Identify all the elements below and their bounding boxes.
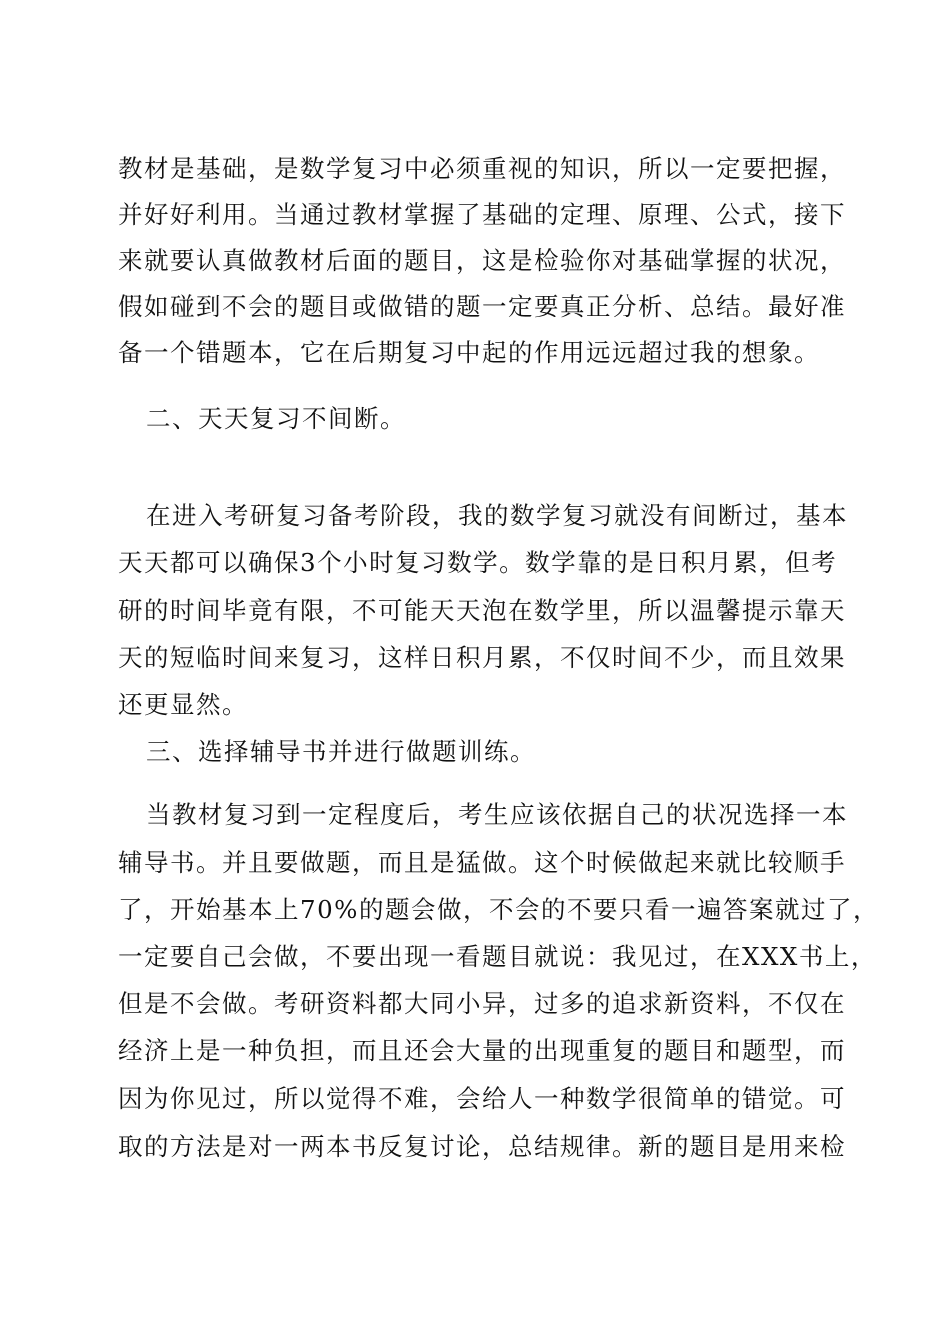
- paragraph-line-17: 因为你见过，所以觉得不难，会给人一种数学很简单的错觉。可: [118, 1084, 846, 1113]
- paragraph-line-13: 了，开始基本上70%的题会做，不会的不要只看一遍答案就过了，: [118, 895, 879, 924]
- paragraph-line-4: 假如碰到不会的题目或做错的题一定要真正分析、总结。最好准: [118, 292, 846, 321]
- paragraph-line-6: 在进入考研复习备考阶段，我的数学复习就没有间断过，基本: [146, 501, 848, 530]
- paragraph-line-8: 研的时间毕竟有限，不可能天天泡在数学里，所以温馨提示靠天: [118, 596, 846, 625]
- paragraph-line-10: 还更显然。: [118, 690, 248, 719]
- section-heading-3: 三、选择辅导书并进行做题训练。: [146, 737, 536, 766]
- paragraph-line-9: 天的短临时间来复习，这样日积月累，不仅时间不少，而且效果: [118, 643, 846, 672]
- paragraph-line-12: 辅导书。并且要做题，而且是猛做。这个时候做起来就比较顺手: [118, 848, 846, 877]
- paragraph-line-16: 经济上是一种负担，而且还会大量的出现重复的题目和题型，而: [118, 1036, 846, 1065]
- paragraph-line-7: 天天都可以确保3个小时复习数学。数学靠的是日积月累，但考: [118, 548, 838, 577]
- paragraph-line-15: 但是不会做。考研资料都大同小异，过多的追求新资料，不仅在: [118, 989, 846, 1018]
- paragraph-line-1: 教材是基础，是数学复习中必须重视的知识，所以一定要把握，: [118, 154, 846, 183]
- paragraph-line-11: 当教材复习到一定程度后，考生应该依据自己的状况选择一本: [146, 800, 848, 829]
- paragraph-line-2: 并好好利用。当通过教材掌握了基础的定理、原理、公式，接下: [118, 200, 846, 229]
- section-heading-2: 二、天天复习不间断。: [146, 404, 406, 433]
- paragraph-line-18: 取的方法是对一两本书反复讨论，总结规律。新的题目是用来检: [118, 1132, 846, 1161]
- paragraph-line-14: 一定要自己会做，不要出现一看题目就说：我见过，在XXX书上，: [118, 942, 877, 971]
- paragraph-line-5: 备一个错题本，它在后期复习中起的作用远远超过我的想象。: [118, 338, 820, 367]
- paragraph-line-3: 来就要认真做教材后面的题目，这是检验你对基础掌握的状况，: [118, 246, 846, 275]
